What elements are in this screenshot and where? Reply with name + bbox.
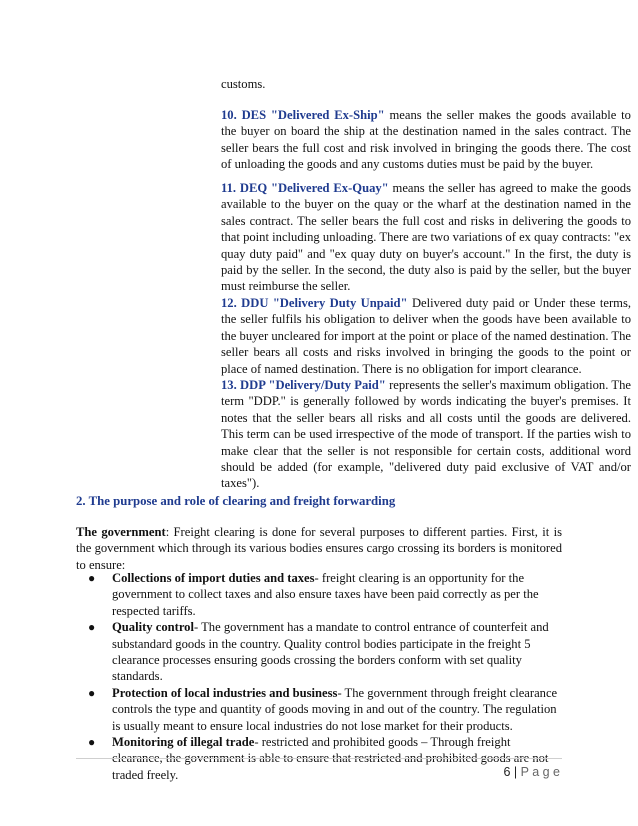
- page-word: P a g e: [520, 765, 560, 779]
- top-fragment: customs.: [221, 77, 266, 91]
- list-item-lead: Collections of import duties and taxes: [112, 571, 315, 585]
- footer-separator: |: [513, 765, 518, 779]
- term-ddu: [221, 295, 631, 377]
- government-lead: The government: [76, 525, 166, 539]
- section-title: 2. The purpose and role of clearing and freight forwarding: [76, 494, 396, 508]
- bullet-icon: ●: [88, 735, 96, 750]
- list-item-text: - The government has a mandate to control entrance of counterfeit and substandard goods in the country. Quality control bodies participate in the freight 5 clearance processes ensuring goods crossing the borders conform with set quality standards.: [112, 620, 549, 684]
- list-item: [82, 685, 564, 734]
- list-item-lead: Monitoring of illegal trade: [112, 735, 255, 750]
- government-paragraph: [76, 524, 562, 573]
- list-item-text: - The government through freight clearance controls the type and quantity of goods moving in and out of the country. The regulation is usually meant to ensure local industries do not lose market for their products.: [112, 685, 558, 733]
- list-item: [82, 570, 564, 619]
- list-item-text: - restricted and prohibited goods – Through freight clearance, the government is able to ensure that restricted and prohibited goods are not traded freely.: [112, 735, 549, 782]
- term-deq-heading: 11. DEQ "Delivered Ex-Quay": [221, 181, 389, 195]
- bullet-icon: ●: [88, 571, 96, 585]
- term-ddp: [221, 377, 631, 492]
- term-des: [221, 107, 631, 173]
- government-text: : Freight clearing is done for several purposes to different parties. First, it is the government which through its various bodies ensures cargo crossing its borders is monitored to ensure:: [76, 525, 562, 572]
- term-ddu-heading: 12. DDU "Delivery Duty Unpaid": [221, 296, 408, 310]
- footer-divider: [76, 758, 562, 759]
- list-item-lead: Protection of local industries and business: [112, 685, 338, 700]
- bullet-icon: ●: [88, 685, 96, 700]
- term-ddp-heading: 13. DDP "Delivery/Duty Paid": [221, 378, 386, 392]
- list-item-lead: Quality control: [112, 620, 194, 635]
- term-des-text: means the seller makes the goods available to the buyer on board the ship at the destination named in the sales contract. The seller bears the full cost and risk involved in bringing the goods there. The cost of unloading the goods and any customs duties must be paid by the buyer.: [221, 108, 631, 172]
- list-item: [82, 619, 564, 685]
- term-deq: [221, 180, 631, 295]
- purpose-list: [82, 570, 564, 783]
- term-ddp-text: represents the seller's maximum obligation. The term "DDP." is generally followed by words indicating the buyer's premises. It notes that the seller bears all risks and all costs until the goods are delivered. This term can be used irrespective of the mode of transport. If the parties wish to make clear that the seller is not responsible for certain costs, additional word should be added (for example, "delivered duty paid exclusive of VAT and/or taxes").: [221, 378, 631, 491]
- term-ddu-text: Delivered duty paid or Under these terms, the seller fulfils his obligation to deliver when the goods have been available to the buyer uncleared for import at the point or place of the named destination. The seller bears all costs and risks involved in bringing the goods to the point or place of named destination. There is no obligation for import clearance.: [221, 296, 631, 376]
- page-footer: [503, 764, 560, 780]
- list-item-text: - freight clearing is an opportunity for the government to collect taxes and also ensure taxes have been paid correctly as per the respected tariffs.: [112, 571, 539, 618]
- bullet-icon: ●: [88, 620, 96, 635]
- term-des-heading: 10. DES "Delivered Ex-Ship": [221, 108, 385, 122]
- term-deq-text: means the seller has agreed to make the goods available to the buyer on the quay or the wharf at the destination named in the sales contract. The seller bears the full cost and risks in delivering the goods to that point including unloading. There are two variations of ex quay contracts: "ex quay duty paid" and "ex quay duty on buyer's account." In the first, the duty is paid by the seller. In the second, the duty also is paid by the seller, but the buyer must reimburse the seller.: [221, 181, 631, 294]
- page-number: 6: [503, 765, 511, 779]
